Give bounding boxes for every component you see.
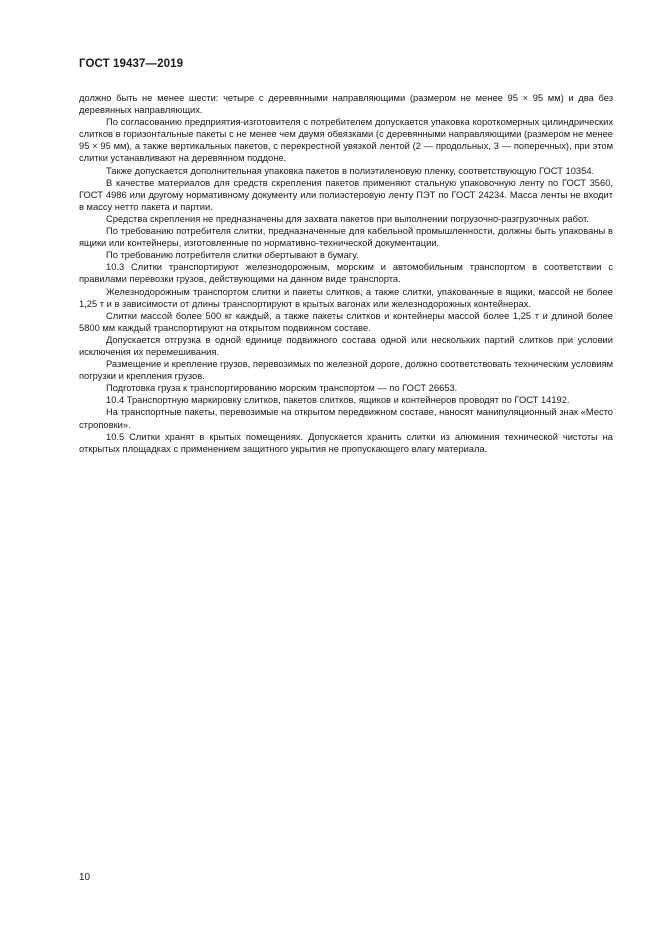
page-number: 10 xyxy=(79,872,91,883)
paragraph-section-10-5: 10.5 Слитки хранят в крытых помещениях. Допускается хранить слитки из алюминия технической чистоты на открытых площадках с применением защитного укрытия не пропускающего влагу материала. xyxy=(79,431,613,454)
paragraph-strapping-materials: В качестве материалов для средств скрепления пакетов применяют стальную упаковочную ленту по ГОСТ 3560, ГОСТ 4986 или другому нормативному документу или полиэстеровую ленту ПЭТ по ГОСТ 24234. Масса ленты не входит в массу нетто пакета и партии. xyxy=(79,177,613,212)
paragraph-strapping-not-for-lifting: Средства скрепления не предназначены для захвата пакетов при выполнении погрузочно-разгрузочных работ. xyxy=(106,213,589,224)
paragraph-section-10-4: 10.4 Транспортную маркировку слитков, пакетов слитков, ящиков и контейнеров проводят по ГОСТ 14192. xyxy=(106,395,570,406)
standard-designation: ГОСТ 19437—2019 xyxy=(79,58,184,70)
paragraph-railway-transport: Железнодорожным транспортом слитки и пакеты слитков, а также слитки, упакованные в ящики, массой не более 1,25 т и в зависимости от длины транспортируют в крытых вагонах или железнодорожных контейнерах. xyxy=(79,286,613,309)
paragraph-horizontal-packages: По согласованию предприятия-изготовителя с потребителем допускается упаковка короткомерных цилиндрических слитков в горизонтальные пакеты с не менее чем двумя обвязками (с деревянными направляющими (размером не менее 95 × 95 мм), а также вертикальных пакетов, с перекрестной увязкой лентой (2 — продольных, 3 — поперечных), при этом слитки устанавливают на деревянном поддоне. xyxy=(79,117,613,164)
paragraph-handling-mark: На транспортные пакеты, перевозимые на открытом передвижном составе, наносят манипуляционный знак «Место строповки». xyxy=(79,407,613,430)
paragraph-paper-wrapping: По требованию потребителя слитки обертывают в бумагу. xyxy=(106,250,359,261)
paragraph-sea-transport: Подготовка груза к транспортированию морским транспортом — по ГОСТ 26653. xyxy=(106,383,458,394)
paragraph-section-10-3: 10.3 Слитки транспортируют железнодорожным, морским и автомобильным транспортом в соответствии с правилами перевозки грузов, действующими на данном виде транспорта. xyxy=(79,262,613,285)
document-body xyxy=(79,92,613,455)
paragraph-shipment-mixing: Допускается отгрузка в одной единице подвижного состава одной или нескольких партий слитков при условии исключения их перемешивания. xyxy=(79,334,613,357)
paragraph-open-rolling-stock: Слитки массой более 500 кг каждый, а также пакеты слитков и контейнеры массой более 1,25 т и длиной более 5800 мм каждый транспортируют на открытом подвижном составе. xyxy=(79,310,613,333)
paragraph-cargo-securing: Размещение и крепление грузов, перевозимых по железной дороге, должно соответствовать техническим условиям погрузки и крепления грузов. xyxy=(79,359,613,382)
paragraph-polyethylene-film: Также допускается дополнительная упаковка пакетов в полиэтиленовую пленку, соответствующую ГОСТ 10354. xyxy=(106,165,595,176)
paragraph-cable-industry-packaging: По требованию потребителя слитки, предназначенные для кабельной промышленности, должны быть упакованы в ящики или контейнеры, изготовленные по нормативно-технической документации. xyxy=(79,226,613,249)
paragraph-continuation: должно быть не менее шести: четыре с деревянными направляющими (размером не менее 95 × 95 мм) и два без деревянных направляющих. xyxy=(79,93,613,116)
